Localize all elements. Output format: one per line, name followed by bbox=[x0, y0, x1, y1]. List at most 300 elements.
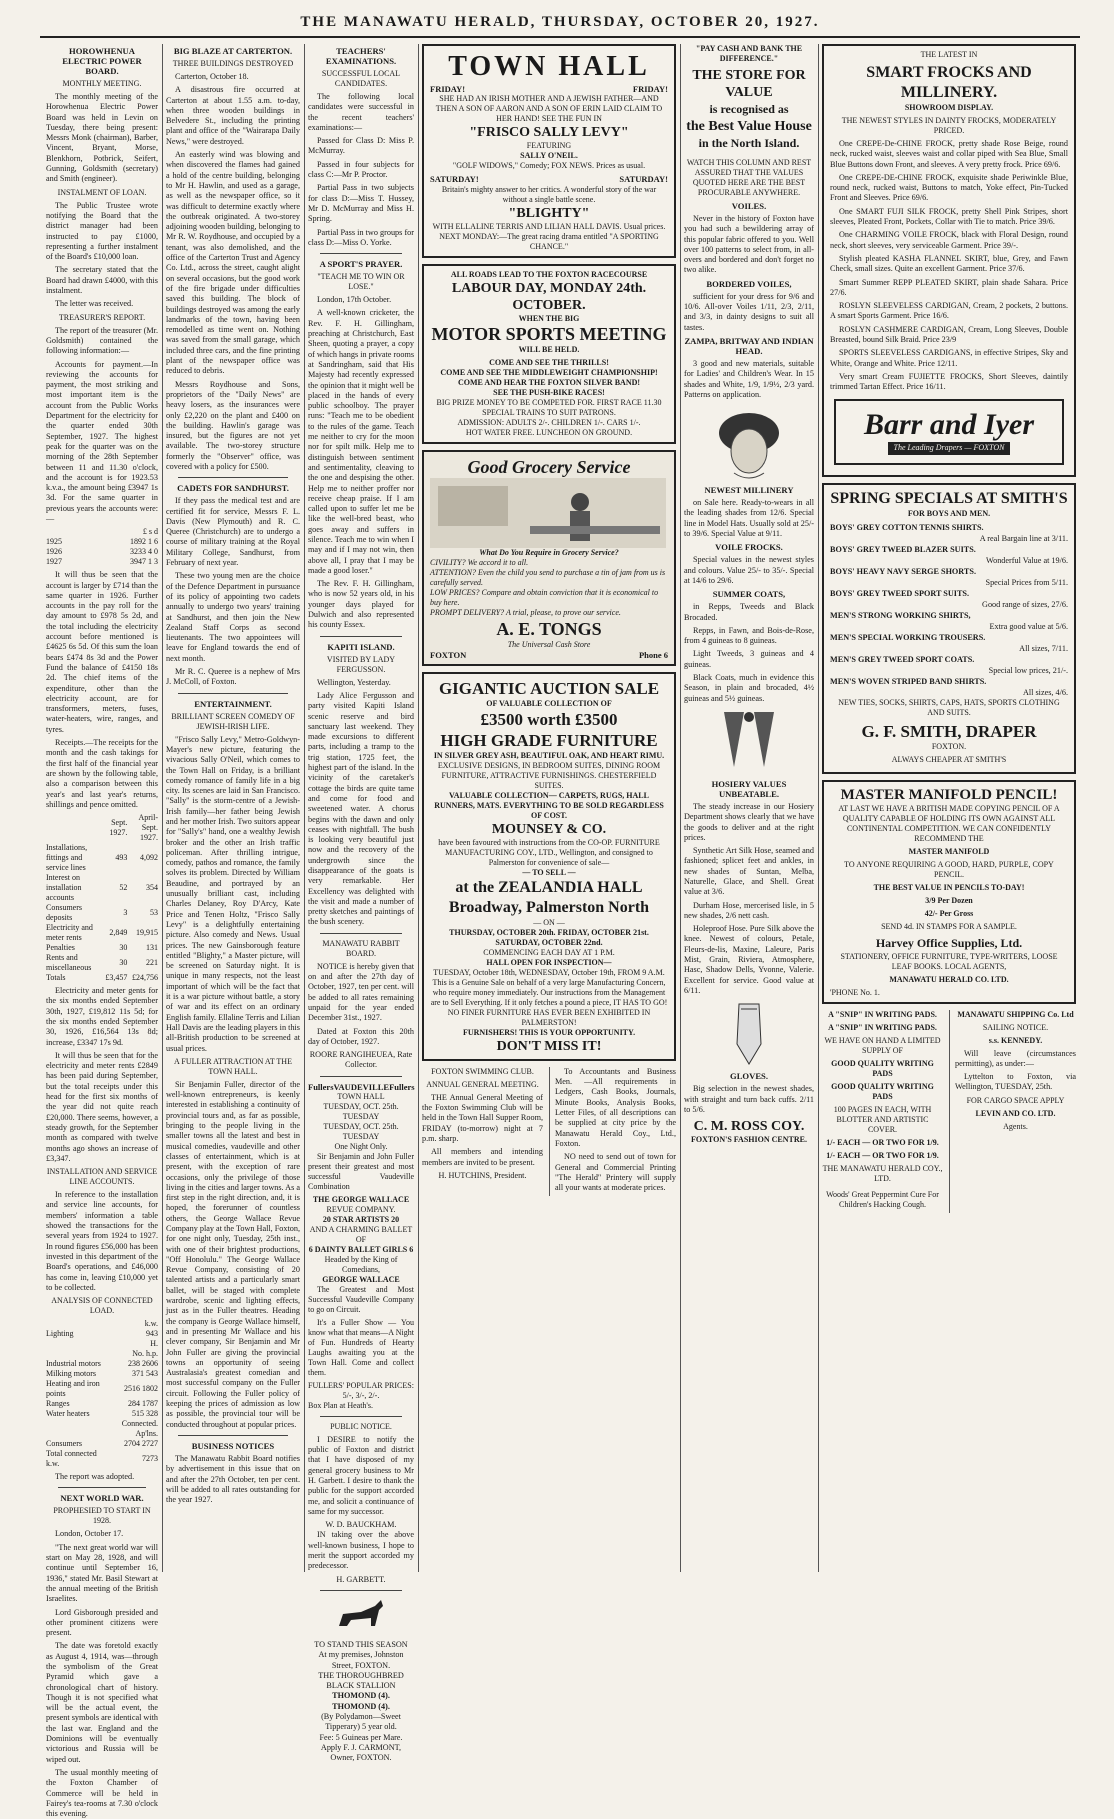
barr-and-iyer-logo bbox=[834, 399, 1064, 465]
paragraph: The usual monthly meeting of the Foxton Chamber of Commerce will be held in Fairey's tea-rooms at 7.30 o'clock this evening. bbox=[46, 1767, 158, 1819]
paragraph: The following local candidates were successful in the recent teachers' examinations:— bbox=[308, 92, 414, 132]
ad-text: ALL ROADS LEAD TO THE FOXTON RACECOURSE bbox=[450, 269, 648, 279]
table-cell: Connected. Ap'lns. bbox=[121, 1419, 158, 1439]
ad-text: WHEN THE BIG bbox=[518, 313, 580, 323]
ad-text: SHE HAD AN IRISH MOTHER AND A JEWISH FATHER—AND THEN A SON OF AARON AND A SON OF ERIN LAID CLAIM TO HER HAND! SEE THE FUN IN bbox=[435, 94, 663, 124]
table-cell: Industrial motors bbox=[46, 1359, 101, 1369]
logo-text: Barr and Iyer bbox=[863, 408, 1035, 442]
table-cell: 53 bbox=[150, 908, 158, 918]
subhead: ZAMPA, BRITWAY AND INDIAN HEAD. bbox=[684, 335, 814, 356]
subhead: SUCCESSFUL LOCAL CANDIDATES. bbox=[321, 69, 401, 88]
table-cell: Ranges bbox=[46, 1399, 70, 1409]
list-item: Extra good value at 5/6. bbox=[989, 621, 1068, 631]
ad-text: At my premises, Johnston Street, FOXTON. bbox=[318, 1650, 404, 1670]
list-item: ROSLYN CASHMERE CARDIGAN, Cream, Long Sleeves, Double Breasted, bound Silk Braid. Price 23/9 bbox=[830, 324, 1068, 345]
ad-text: SHOWROOM DISPLAY. bbox=[904, 103, 994, 112]
ad-text: WE HAVE ON HAND A LIMITED SUPPLY OF bbox=[824, 1035, 941, 1055]
ad-text: LABOUR DAY, MONDAY 24th. OCTOBER. bbox=[451, 280, 647, 313]
paragraph: "The next great world war will start on May 28, 1928, and will continue until September 16, 1936," stated Mr. Basil Stewart at the annual meeting of the British Israelites. bbox=[46, 1542, 158, 1604]
ad-text: THE GEORGE WALLACE bbox=[312, 1194, 410, 1204]
table-cell: 943 bbox=[146, 1329, 158, 1339]
subhead: PUBLIC NOTICE. bbox=[330, 1421, 392, 1431]
table-cell bbox=[46, 1349, 107, 1359]
subhead: VISITED BY LADY FERGUSSON. bbox=[326, 654, 396, 674]
headline: HOROWHENUA ELECTRIC POWER BOARD. bbox=[62, 46, 142, 76]
paragraph: The Rev. F. H. Gillingham, who is now 52 years old, in his younger days played for Dulwich and also represented his county Essex. bbox=[308, 579, 414, 630]
ad-heading: VAUDEVILLE bbox=[333, 1081, 390, 1092]
ad-text: TUESDAY, OCT. 25th. TUESDAY bbox=[323, 1121, 399, 1141]
paragraph: Passed for Class D: Miss P. McMurray. bbox=[308, 136, 414, 156]
auction-ad bbox=[422, 672, 676, 1061]
ad-text: STATIONERY, OFFICE FURNITURE, TYPE-WRITERS, LOOSE LEAF BOOKS. LOCAL AGENTS, bbox=[840, 951, 1058, 971]
ad-text: FRIDAY! bbox=[632, 84, 668, 94]
paragraph: Black Coats, much in evidence this Season, in plain and brocaded, 4½ guineas and 5½ guineas. bbox=[684, 673, 814, 703]
ad-text: THOMOND (4). bbox=[332, 1691, 390, 1701]
list-item: BOYS' HEAVY NAVY SERGE SHORTS. bbox=[830, 566, 976, 576]
pencil-ad bbox=[822, 780, 1076, 1004]
table-cell: 3 bbox=[123, 908, 128, 918]
subhead: MONTHLY MEETING. bbox=[62, 79, 142, 88]
ad-title: GIGANTIC AUCTION SALE bbox=[438, 678, 660, 698]
logo-tagline: The Leading Drapers — FOXTON bbox=[888, 442, 1011, 454]
ad-text: THE MANAWATU HERALD COY., LTD. bbox=[822, 1163, 943, 1183]
writing-pads-ad bbox=[822, 1010, 943, 1213]
list-item: MEN'S STRONG WORKING SHIRTS, bbox=[830, 610, 971, 620]
ad-text: s.s. KENNEDY. bbox=[988, 1035, 1043, 1045]
table-cell: 221 bbox=[146, 958, 158, 968]
list-item: MEN'S GREY TWEED SPORT COATS. bbox=[830, 654, 975, 664]
column-5 bbox=[684, 44, 814, 1572]
ad-text: WILL BE HELD. bbox=[518, 344, 580, 354]
table-cell: Water heaters bbox=[46, 1409, 90, 1419]
frocks-ad bbox=[822, 44, 1076, 477]
list-item: One CREPE-De-CHINE FROCK, pretty shade Rose Beige, round neck, rucked waist, sleeves waist and collar piped with Sea Blue, Small Blue Buttons down Front, and sleeves. A very pretty frock. Price 69/6. bbox=[830, 139, 1068, 169]
paragraph: The report of the treasurer (Mr. Goldsmith) contained the following information:— bbox=[46, 325, 158, 356]
list-item: Smart Summer REPP PLEATED SKIRT, plain shade Sahara. Price 27/6. bbox=[830, 277, 1068, 297]
vaudeville-ad bbox=[308, 1082, 414, 1411]
ad-text: SAILING NOTICE. bbox=[982, 1022, 1049, 1032]
ad-text: Phone 6 bbox=[638, 649, 668, 660]
hosiery-illustration-icon bbox=[704, 707, 794, 777]
ad-text: ALWAYS CHEAPER AT SMITH'S bbox=[891, 754, 1007, 764]
table-cell: 1927 bbox=[46, 557, 62, 567]
town-hall-ad bbox=[422, 44, 676, 258]
ad-text: SATURDAY! bbox=[619, 174, 668, 185]
ad-text: MOTOR SPORTS MEETING bbox=[431, 323, 667, 344]
subhead: MANAWATU RABBIT BOARD. bbox=[322, 938, 400, 958]
small-notices bbox=[422, 1067, 676, 1197]
paragraph: A disastrous fire occurred at Carterton at about 1.55 a.m. to-day, when three wooden buildings in Belvedere St., including the printing plant and office of the "Wairarapa Daily News," were destroyed. bbox=[166, 85, 300, 146]
table-cell: 30 bbox=[119, 943, 128, 953]
table-cell: 515 328 bbox=[132, 1409, 158, 1419]
table-cell: H. bbox=[150, 1339, 158, 1349]
ad-text: The Greatest and Most Successful Vaudeville Company to go on Circuit. bbox=[308, 1284, 414, 1314]
subhead: NEWEST MILLINERY bbox=[704, 485, 794, 496]
ad-text: SALLY O'NEIL. bbox=[520, 151, 578, 161]
list-item: ROSLYN SLEEVELESS CARDIGAN, Cream, 2 pockets, 2 buttons. A smart Sports Garment. Price 16/6. bbox=[830, 301, 1068, 321]
ad-text: 5/-, 3/-, 2/-. bbox=[342, 1390, 380, 1400]
list-item: One SMART FUJI SILK FROCK, pretty Shell Pink Stripes, short sleeves, Pleated Front, Pockets, Collar with Tie to match. Price 39/6. bbox=[830, 206, 1068, 227]
paragraph: In reference to the installation and service line accounts, for members' information a table showed the transactions for the several years from 1924 to 1927. In round figures £56,000 has been invested in this department of the Board's operations, and £46,000 has come in, leaving £10,000 yet to be collected. bbox=[46, 1190, 158, 1292]
table-cell: No. h.p. bbox=[132, 1349, 158, 1359]
paragraph: An easterly wind was blowing and when discovered the flames had gained a hold of the centre building, belonging to Mr H. Hawlin, and used as a garage, as well as the newspaper office, so it was difficult to determine exactly where the outbreak originated. A two-storey adjoining wooden building, belonging to Mr R. W. Roydhouse, and occupied by a tenant, was also demolished, and the office of the Carterton Trust and Agency Co. Ltd., across the street, caught alight on several occasions, but the good work of the fire brigade under difficulties saved this building. The block of buildings destroyed was among the early landmarks of the town, having been remodelled as time went on. Nothing was saved from the small garage, which included three cars, and the fine printing plant of the newspaper office was reduced to debris. bbox=[166, 150, 300, 376]
paragraph: Partial Pass in two subjects for class D:—Miss T. Hussey, Mr D. McMurray and Miss H. Spring. bbox=[308, 183, 414, 224]
table-cell: 284 1787 bbox=[128, 1399, 158, 1409]
headline: CADETS FOR SANDHURST. bbox=[177, 483, 289, 494]
table-cell: Heating and iron points bbox=[46, 1379, 100, 1399]
ad-text: ATTENTION? Even the child you send to purchase a tin of jam from us is carefully served. bbox=[430, 567, 666, 587]
ad-text: WATCH THIS COLUMN AND REST ASSURED THAT THE VALUES QUOTED HERE ARE THE BEST PROCURABLE ANYWHERE. bbox=[686, 158, 812, 197]
table-cell: Total connected k.w. bbox=[46, 1449, 97, 1469]
table-cell: Totals bbox=[46, 973, 66, 983]
subhead: ANNUAL GENERAL MEETING. bbox=[426, 1079, 539, 1089]
firm-name: G. F. SMITH, DRAPER bbox=[861, 721, 1037, 741]
paragraph: Dated at Foxton this 20th day of October, 1927. bbox=[308, 1026, 414, 1046]
paragraph: Partial Pass in two groups for class D:—Miss O. Yorke. bbox=[308, 227, 414, 247]
headline: BIG BLAZE AT CARTERTON. bbox=[173, 46, 293, 56]
table-cell: Lighting bbox=[46, 1329, 74, 1339]
ad-text: THE NEWEST STYLES IN DAINTY FROCKS, MODERATELY PRICED. bbox=[841, 116, 1057, 135]
paragraph: Special values in the newest styles and colours. Value 25/- to 35/-. Special at 14/6 to 29/6. bbox=[684, 555, 814, 585]
ad-text: 'PHONE No. 1. bbox=[830, 987, 880, 997]
ad-text: 20 STAR ARTISTS 20 bbox=[322, 1214, 400, 1224]
ad-text: COME AND SEE THE MIDDLEWEIGHT CHAMPIONSHIP! bbox=[440, 367, 658, 377]
ad-text: THOMOND (4). bbox=[332, 1701, 390, 1711]
divider bbox=[178, 693, 288, 694]
table-cell: 1925 bbox=[46, 537, 62, 547]
ad-text: COME AND SEE THE THRILLS! bbox=[489, 357, 609, 367]
shipping-notice bbox=[949, 1010, 1076, 1213]
ad-text: EXCLUSIVE DESIGNS, IN BEDROOM SUITES, DINING ROOM FURNITURE, ATTRACTIVE FURNISHINGS. CHESTERFIELD SUITES. bbox=[437, 760, 661, 790]
table-cell: 2,849 bbox=[109, 928, 128, 938]
ad-text: Fullers bbox=[308, 1081, 334, 1092]
column-rule bbox=[818, 44, 819, 1572]
ad-text: 100 PAGES IN EACH, WITH BLOTTER AND ARTISTIC COVER. bbox=[833, 1104, 932, 1134]
ad-text: A "SNIP" IN WRITING PADS. bbox=[828, 1009, 937, 1019]
paragraph: The report was adopted. bbox=[55, 1472, 135, 1482]
ad-title: SMART FROCKS AND MILLINERY. bbox=[866, 64, 1032, 101]
divider bbox=[320, 636, 402, 637]
ad-text: FRIDAY! bbox=[430, 84, 466, 94]
column-rule bbox=[418, 44, 419, 1572]
ad-text: TO STAND THIS SEASON bbox=[314, 1639, 408, 1649]
ad-text: BIG PRIZE MONEY TO BE COMPETED FOR. FIRST RACE 11.30 bbox=[436, 397, 662, 407]
signature: W. D. BAUCKHAM. bbox=[325, 1520, 397, 1530]
divider bbox=[58, 1487, 146, 1488]
divider bbox=[178, 477, 288, 478]
paragraph: Durham Hose, mercerised lisle, in 5 new shades, 2/6 nett cash. bbox=[684, 900, 814, 920]
ad-text: MANAWATU HERALD CO. LTD. bbox=[889, 974, 1009, 984]
ad-title: Good Grocery Service bbox=[467, 456, 631, 477]
ad-text: TO ANYONE REQUIRING A GOOD, HARD, PURPLE, COPY PENCIL. bbox=[844, 859, 1054, 879]
list-item: BOYS' GREY TWEED SPORT SUITS. bbox=[830, 588, 970, 598]
ad-text: FULLERS' POPULAR PRICES: bbox=[308, 1380, 414, 1390]
ad-text: HALL OPEN FOR INSPECTION— bbox=[486, 957, 612, 967]
table-head: Sept. 1927. bbox=[109, 818, 128, 838]
table-cell bbox=[46, 1319, 107, 1329]
column-rule bbox=[162, 44, 163, 1572]
ad-text: It's a Fuller Show — You know what that means—A Night of Fun. Hundreds of Hearty Laughs awaiting you at the Town Hall. Come and collect them. bbox=[308, 1317, 414, 1377]
table-cell: 1892 1 6 bbox=[130, 537, 158, 547]
table-cell: Installations, fittings and service lines bbox=[46, 843, 88, 873]
headline: ENTERTAINMENT. bbox=[194, 698, 272, 709]
glove-illustration-icon bbox=[719, 999, 779, 1069]
list-item: Wonderful Value at 19/6. bbox=[986, 555, 1068, 565]
list-item: Very smart Cream FUJIETTE FROCKS, Short Sleeves, daintily trimmed Tartan Effect. Price 16/11. bbox=[830, 371, 1068, 392]
paragraph: The steady increase in our Hosiery Department shows clearly that we have the goods to deliver and at the right prices. bbox=[684, 801, 814, 842]
specials-list bbox=[830, 522, 1068, 698]
column-6 bbox=[822, 44, 1076, 1572]
list-item: Stylish pleated KASHA FLANNEL SKIRT, blue, Grey, and Fawn Check, small sizes. Quite an excellent Garment. Price 37/6. bbox=[830, 253, 1068, 274]
ad-text: PROMPT DELIVERY? A trial, please, to prove our service. bbox=[430, 607, 621, 617]
ad-text: GOOD QUALITY WRITING PADS bbox=[831, 1058, 934, 1078]
swimming-notice bbox=[422, 1067, 543, 1197]
ad-text: GEORGE WALLACE bbox=[322, 1274, 400, 1284]
paragraph: The letter was received. bbox=[55, 299, 134, 309]
ad-text: FOXTON. bbox=[931, 741, 967, 751]
firm-name: Harvey Office Supplies, Ltd. bbox=[875, 935, 1023, 950]
paragraph: London, October 17. bbox=[55, 1529, 124, 1539]
table-cell: 52 bbox=[119, 883, 128, 893]
ad-title: TOWN HALL bbox=[448, 51, 650, 82]
ad-text: "FRISCO SALLY LEVY" bbox=[469, 125, 629, 141]
paragraph: Accounts for payment.—In reviewing the accounts for payment, the most striking and most important item is the account from the Public Works Department for the electricity for the quarter ended 30th September, 1927. The highest peak for the quarter was on the morning of the 28th September between 11 and 11.30 o'clock, and the account is for 1923.53 k.v.a., the amount being £3947 1s 3d. For the same quarter in previous years the accounts were:— bbox=[46, 359, 158, 523]
paragraph: sufficient for your dress for 9/6 and 10/6. All-over Voiles 1/11, 2/3, 2/11, and 3/3, in dainty designs to suit all tastes. bbox=[684, 291, 814, 332]
ad-text: THE LATEST IN bbox=[920, 50, 978, 59]
ad-text: TOWN HALL bbox=[337, 1091, 385, 1101]
horse-icon bbox=[331, 1596, 391, 1638]
paragraph: Lady Alice Fergusson and party visited Kapiti Island scenic reserve and bird sanctuary last weekend. They made excursions to different parts, including a tramp to the trig station, 1725 feet, the highest part of the island. In the vicinity of the caretaker's cottage the birds are quite tame and come for food and sweetened water. A chorus begins with the dawn and only ceases with nightfall. The bush is looking very beautiful just now and the recovery of the undergrowth since the disappearance of the goats is very remarkable. Her Excellency was delighted with the visit and made a number of pretty sketches and paintings of the bush scenery. bbox=[308, 690, 414, 927]
paragraph: Passed in four subjects for class C:—Mr P. Proctor. bbox=[308, 159, 414, 180]
paragraph: Messrs Roydhouse and Sons, proprietors of the "Daily News" are heavy losers, as the insurances were only £2,220 on the plant and £400 on the building. Hawlin's garage was insured, but the figures are not yet available. The two-storey structure formerly the "Observer" office, was covered with a policy for £500. bbox=[166, 379, 300, 471]
ad-text: SATURDAY! bbox=[430, 174, 479, 185]
table-cell: Rents and miscellaneous bbox=[46, 953, 92, 973]
table-cell: 3947 1 3 bbox=[130, 557, 158, 567]
paragraph: If they pass the medical test and are certified fit for service, Messrs F. L. Davis (New Plymouth) and R. C. Queree (Christchurch) are to undergo a course of military training at the Royal Military College, Sandhurst, from February of next year. bbox=[166, 496, 300, 568]
ad-text: the Best Value House bbox=[686, 119, 812, 134]
ad-title: SPRING SPECIALS AT SMITH'S bbox=[830, 489, 1068, 507]
subhead: GLOVES. bbox=[730, 1071, 768, 1082]
table-cell: 354 bbox=[146, 883, 158, 893]
paragraph: Lord Gisborough presided and other prominent citizens were present. bbox=[46, 1607, 158, 1638]
paragraph: Light Tweeds, 3 guineas and 4 guineas. bbox=[684, 649, 814, 669]
ad-text: NEXT MONDAY:—The great racing drama entitled "A SPORTING CHANCE." bbox=[439, 231, 659, 251]
ad-text: Fullers bbox=[389, 1081, 415, 1092]
ad-text: VALUABLE COLLECTION— CARPETS, RUGS, HALL RUNNERS, MATS. EVERYTHING TO BE SOLD REGARDLESS OF COST. bbox=[434, 790, 664, 820]
ad-text: ADMISSION: ADULTS 2/-. CHILDREN 1/-. CARS 1/-. bbox=[457, 417, 641, 427]
ad-text: HIGH GRADE FURNITURE bbox=[440, 730, 658, 750]
table-cell: 30 bbox=[119, 958, 128, 968]
ad-text: The Universal Cash Store bbox=[507, 639, 591, 649]
list-item: Special Prices from 5/11. bbox=[985, 577, 1068, 587]
paragraph: Receipts.—The receipts for the month and the cash takings for the first half of the financial year are shown by the following table, also a comparison between this year's and last year's returns, shillings and pence omitted. bbox=[46, 738, 158, 809]
paragraph: Carterton, October 18. bbox=[175, 72, 249, 81]
ad-text: NO FINER FURNITURE HAS EVER BEEN EXHIBITED IN PALMERSTON! bbox=[447, 1007, 651, 1027]
paragraph: 3 good and new materials, suitable for Ladies' and Children's Wear. In 15 shades and White, 1/9, 1/9½, 2/3 yard. Patterns on application. bbox=[684, 358, 814, 399]
paragraph: London, 17th October. bbox=[317, 295, 392, 305]
price: 42/- Per Gross bbox=[924, 908, 974, 918]
ad-text: NEW TIES, SOCKS, SHIRTS, CAPS, HATS, SPORTS CLOTHING AND SUITS. bbox=[838, 697, 1060, 717]
ad-text: SEND 4d. IN STAMPS FOR A SAMPLE. bbox=[881, 921, 1017, 931]
paragraph: NOTICE is hereby given that on and after the 27th day of October, 1927, ten per cent. will be added to all rates remaining unpaid for the year ended December 31st., 1927. bbox=[308, 961, 414, 1023]
ad-text: THE BEST VALUE IN PENCILS TO-DAY! bbox=[873, 882, 1025, 892]
ad-text: SPECIAL TRAINS TO SUIT PATRONS. bbox=[482, 407, 616, 417]
list-item: MEN'S WOVEN STRIPED BAND SHIRTS. bbox=[830, 676, 987, 686]
table-head: £ s d bbox=[142, 527, 158, 537]
paragraph: Lyttelton to Foxton, via Wellington, TUESDAY, 25th. bbox=[955, 1072, 1076, 1092]
ad-text: CIVILITY? We accord it to all. bbox=[430, 557, 529, 567]
table-cell: 7273 bbox=[142, 1454, 158, 1464]
ad-text: "PAY CASH AND BANK THE DIFFERENCE." bbox=[695, 44, 803, 63]
subhead: TREASURER'S REPORT. bbox=[58, 312, 146, 322]
table-cell: Penalties bbox=[46, 943, 75, 953]
ad-text: MASTER MANIFOLD bbox=[908, 846, 990, 856]
ad-text: at the ZEALANDIA HALL bbox=[455, 878, 643, 896]
paragraph: Holeproof Hose. Pure Silk above the knee. Newest of colours, Petale, Fleurs-de-lis, Maxine, Laleure, Paris Mist, Grain, Riviera, Atmosphere, Hasc, Shadow Dells, Yvonne, Valerie. Excellent for service. Good value at 6/11. bbox=[684, 924, 814, 995]
table-cell: 2516 1802 bbox=[124, 1384, 158, 1394]
ad-text: A "SNIP" IN WRITING PADS. bbox=[828, 1022, 937, 1032]
grocery-ad bbox=[422, 450, 676, 666]
ad-text: SEE THE PUSH-BIKE RACES! bbox=[493, 387, 605, 397]
receipts-table bbox=[46, 813, 158, 983]
accounts-table bbox=[46, 527, 158, 567]
table-cell: 238 2606 bbox=[128, 1359, 158, 1369]
signature: H. HUTCHINS, President. bbox=[438, 1170, 527, 1180]
divider bbox=[178, 1435, 288, 1436]
ad-text: — ON — bbox=[533, 917, 565, 927]
paragraph: The Manawatu Rabbit Board notifies by advertisement in this issue that on and after the 27th October, ten per cent. will be added to all rates outstanding for the year 1927. bbox=[166, 1453, 300, 1505]
list-item: One CHARMING VOILE FROCK, black with Floral Design, round neck, short sleeves, very serviceable Garment. Price 39/-. bbox=[830, 230, 1068, 250]
list-item: One CREPE-DE-CHINE FROCK, exquisite shade Periwinkle Blue, round neck, rucked waist, Buttons to match, Yoke effect, Pin-Tucked Front and Sleeves. Price 69/6. bbox=[830, 172, 1068, 203]
subhead: BORDERED VOILES, bbox=[706, 278, 792, 289]
ad-text: GOOD QUALITY WRITING PADS bbox=[831, 1081, 934, 1101]
paragraph: A well-known cricketer, the Rev. F. H. Gillingham, preaching at Christchurch, East Sheen, quoting a prayer, a copy of which hangs in private rooms at Sandringham, said that His Majesty had recently expressed the opinion that it might well be placed in the hands of every public schoolboy. The prayer runs: "Teach me to be obedient to the rules of the game. Teach me neither to cry for the moon nor for spilt milk. Help me to distinguish between sentiment and sentimentality, cleaving to the one and despising the other. Help me to neither proffer nor receive cheap praise. If I am called upon to suffer let me be like the well-bred beast, who goes away and suffers in silence. Teach me to win when I may and if I may not win, then above all, I pray that I may be made a good loser." bbox=[308, 308, 414, 575]
ad-text: Broadway, Palmerston North bbox=[448, 898, 650, 916]
table-cell: Interest on installation accounts bbox=[46, 873, 82, 903]
ad-text: is recognised as bbox=[709, 102, 789, 116]
subhead: VOILE FROCKS. bbox=[715, 542, 783, 553]
column-4 bbox=[422, 44, 676, 1572]
ad-text: Headed by the King of Comedians, bbox=[324, 1254, 398, 1274]
bottom-notices bbox=[822, 1010, 1076, 1213]
list-item: SPORTS SLEEVELESS CARDIGANS, in effective Stripes, Sky and White, Orange and White. Price 12/11. bbox=[830, 348, 1068, 368]
ad-text: WITH ELLALINE TERRIS AND LILIAN HALL DAVIS. Usual prices. bbox=[432, 221, 666, 231]
column-3 bbox=[308, 44, 415, 1763]
price: 1/- EACH — OR TWO FOR 1/9. bbox=[826, 1150, 939, 1160]
printing-notice bbox=[549, 1067, 676, 1197]
ad-text: COME AND HEAR THE FOXTON SILVER BAND! bbox=[457, 377, 641, 387]
paragraph: The monthly meeting of the Horowhenua Electric Power Board was held in Levin on Tuesday, there being present: Messrs Monk (chairman), Barber, Vincent, Bryant, Morse, Blenkhorn, Potbrick, Seifert, Gunning, Goldsmith (secretary) and Smith (engineer). bbox=[46, 92, 158, 184]
ad-text: Apply F. J. CARMONT, Owner, FOXTON. bbox=[320, 1742, 402, 1763]
ad-text: Box Plan at Heath's. bbox=[308, 1400, 373, 1410]
paragraph: Never in the history of Foxton have you had such a bewildering array of this popular fabric offered to you. Well over 100 patterns to select from, in all-overs and bordered and don't forget no two alike. bbox=[684, 214, 814, 275]
paragraph: Repps, in Fawn, and Bois-de-Rose, from 4 guineas to 8 guineas. bbox=[684, 625, 814, 646]
subhead: PROPHESIED TO START IN 1928. bbox=[53, 1506, 151, 1526]
list-item: BOYS' GREY TWEED BLAZER SUITS. bbox=[830, 544, 976, 554]
subhead: VOILES. bbox=[731, 201, 767, 211]
paragraph: Will leave (circumstances permitting), as under:— bbox=[955, 1048, 1076, 1068]
ad-text: LOW PRICES? Compare and obtain conviction that it is economical to buy here. bbox=[430, 587, 659, 607]
ad-text: OF VALUABLE COLLECTION OF bbox=[486, 698, 612, 708]
table-cell: 131 bbox=[146, 943, 158, 953]
paragraph: on Sale here. Ready-to-wears in all the leading shades from 12/6. Special line in Model Hats. Usually sold at 25/- to 39/6. Special Value at 9/11. bbox=[684, 498, 814, 539]
ad-text: HOT WATER FREE. LUNCHEON ON GROUND. bbox=[465, 427, 633, 437]
hat-illustration-icon bbox=[704, 403, 794, 483]
ad-text: A. E. TONGS bbox=[496, 618, 602, 639]
paragraph: Sir Benjamin Fuller, director of the well-known entrepreneurs, is keenly interested in establishing a continuity of provincial tours and, as far as possible, bringing to the people living in the smaller towns all the latest and best in musical comedies, vaudeville and other classes of entertainment, which is at present, with the exception of rare occasions, only the privilege of those living in the cities and larger towns. As a first step in the right direction, and, it is hoped, the forerunner of countless others, the George Wallace Revue Company play at the Town Hall, Foxton, for one night only, Tuesday, 25th inst., with one of their brightest productions, "Off Honolulu." The George Wallace Revue Company, consisting of 20 talented artists and a particularly smart ballet, will be staged with complete wardrobe, scenic and lighting effects, just as in the Fuller theatres. Heading the company is George Wallace himself, and in presenting Mr Wallace and his clever company, Sir Benjamin and Mr John Fuller are giving the provincial towns an opportunity of seeing Australasia's greatest comedian and most successful company on the Fuller circuit. Following the Fuller policy of keeping the prices of admission as low as possible, the provincial tour will be conducted throughout at popular prices. bbox=[166, 1079, 300, 1429]
paragraph: All members and intending members are invited to be present. bbox=[422, 1147, 543, 1167]
ad-text: MOUNSEY & CO. bbox=[491, 821, 607, 837]
subhead: "TEACH ME TO WIN OR LOSE." bbox=[317, 272, 405, 292]
table-cell: Consumers bbox=[46, 1439, 82, 1449]
paragraph: Big selection in the newest shades, with straight and turn back cuffs. 2/11 to 5/6. bbox=[684, 1084, 814, 1114]
list-item: BOYS' GREY COTTON TENNIS SHIRTS. bbox=[830, 522, 984, 532]
list-item: All sizes, 7/11. bbox=[1019, 643, 1068, 653]
headline: TEACHERS' EXAMINATIONS. bbox=[325, 46, 397, 66]
table-cell: £24,756 bbox=[132, 973, 158, 983]
ad-text: One Night Only. bbox=[334, 1141, 388, 1151]
subhead: BRILLIANT SCREEN COMEDY OF JEWISH-IRISH LIFE. bbox=[171, 711, 295, 731]
paragraph: It will thus be seen that for the electricity and meter rents £2849 has been paid during September, but the total receipts under this head for the first six months of the year did not quite reach £20,000. There seems, however, a steady growth, for the September month as compared with twelve months ago shows an increase of £3,347. bbox=[46, 1050, 158, 1163]
ad-text: What Do You Require in Grocery Service? bbox=[479, 547, 619, 557]
ad-text: DON'T MISS IT! bbox=[496, 1038, 602, 1054]
paragraph: These two young men are the choice of the Defence Department in pursuance of its policy of appointing two cadets annually to undergo two years' training at Sandhurst, and then join the New Zealand Staff Corps as second lieutenants. The two appointees will leave for England towards the end of next month. bbox=[166, 571, 300, 663]
paragraph: Synthetic Art Silk Hose, seamed and fashioned; splicet feet and ankles, in new shades of Suntan, Melba, Naturelle, Glace, and Shell. Great value at 3/6. bbox=[684, 846, 814, 897]
paragraph: in Repps, Tweeds and Black Brocaded. bbox=[684, 602, 814, 622]
ad-text: THURSDAY, OCTOBER 20th. FRIDAY, OCTOBER 21st. SATURDAY, OCTOBER 22nd. bbox=[449, 927, 649, 947]
paragraph: The Public Trustee wrote notifying the Board that the district manager had been instructed to pay £1000, representing a further instalment of the Board's £10,000 loan. bbox=[46, 200, 158, 262]
ad-text: "BLIGHTY" bbox=[508, 205, 590, 221]
paragraph: Mr R. C. Queree is a nephew of Mrs J. McColl, of Foxton. bbox=[166, 667, 300, 687]
subhead: HOSIERY VALUES UNBEATABLE. bbox=[711, 778, 787, 799]
paragraph: The date was foretold exactly as August 4, 1914, was—through the symbolism of the Great Pyramid which gave a chronological chart of history. Though it is not specified what will be the actual event, the present symbols are identical with the last war. England and the Dominions will be eventually victorious and Russia will be wiped out. bbox=[46, 1641, 158, 1764]
ad-text: Woods' Great Peppermint Cure For Children's Hacking Cough. bbox=[826, 1189, 939, 1209]
table-cell: Milking motors bbox=[46, 1369, 97, 1379]
subhead: ANALYSIS OF CONNECTED LOAD. bbox=[51, 1296, 153, 1316]
ad-text: Agents. bbox=[1003, 1121, 1028, 1131]
paragraph: Wellington, Yesterday. bbox=[317, 677, 391, 687]
ad-title: MASTER MANIFOLD PENCIL! bbox=[840, 786, 1058, 803]
paragraph: IN taking over the above well-known business, I hope to merit the support accorded my predecessor. bbox=[308, 1530, 414, 1571]
masthead: THE MANAWATU HERALD, THURSDAY, OCTOBER 20, 1927. bbox=[40, 14, 1080, 38]
table-cell bbox=[46, 1419, 107, 1439]
subhead: INSTALMENT OF LOAN. bbox=[57, 187, 147, 197]
column-2 bbox=[166, 44, 300, 1572]
subhead: INSTALLATION AND SERVICE LINE ACCOUNTS. bbox=[46, 1167, 158, 1187]
ad-text: IN SILVER GREY ASH, BEAUTIFUL OAK, AND HEART RIMU. bbox=[433, 750, 665, 760]
ad-text: Fee: 5 Guineas per Mare. bbox=[319, 1732, 403, 1742]
headline: NEXT WORLD WAR. bbox=[60, 1493, 144, 1504]
table-head: April-Sept. 1927. bbox=[138, 813, 158, 843]
ad-text: Britain's mighty answer to her critics. A wonderful story of the war without a single battle scene. bbox=[441, 184, 657, 204]
table-cell bbox=[46, 1339, 107, 1349]
divider bbox=[320, 253, 402, 254]
price: 3/9 Per Dozen bbox=[925, 895, 973, 905]
signature: ROORE RANGIHEUEA, Rate Collector. bbox=[309, 1050, 413, 1070]
ad-text: (By Polydamon—Sweet Tipperary) 5 year old. bbox=[321, 1711, 401, 1732]
divider bbox=[320, 1076, 402, 1077]
column-rule bbox=[680, 44, 681, 1572]
load-table bbox=[46, 1319, 158, 1469]
ad-text: LEVIN AND CO. LTD. bbox=[975, 1108, 1056, 1118]
paragraph: NO need to send out of town for General and Commercial Printing "The Herald" Printery will supply all your wants at moderate prices. bbox=[555, 1152, 676, 1193]
headline: A SPORT'S PRAYER. bbox=[319, 259, 403, 270]
paragraph: THE Annual General Meeting of the Foxton Swimming Club will be held in the Town Hall Supper Room, FRIDAY (to-morrow) night at 7 p.m. sharp. bbox=[422, 1092, 543, 1144]
divider bbox=[320, 933, 402, 934]
ad-text: AND A CHARMING BALLET OF bbox=[309, 1224, 413, 1244]
table-cell: 4,092 bbox=[140, 853, 158, 863]
price: 1/- EACH — OR TWO FOR 1/9. bbox=[826, 1137, 939, 1147]
